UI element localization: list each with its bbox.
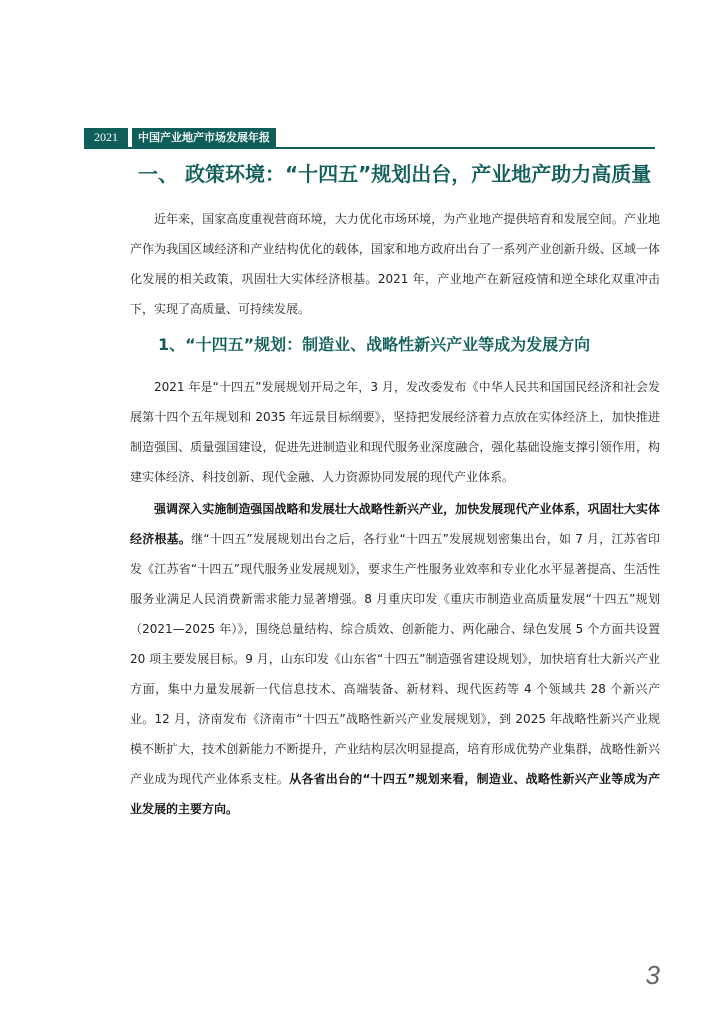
paragraph-3-body: 继“十四五”发展规划出台之后，各行业“十四五”发展规划密集出台，如 7 月，江苏省印发《江苏省“十四五”现代服务业发展规划》，要求生产性服务业效率和专业化水平显著提高、生活性服务业满足人民消费新需求能力显著增强。8 月重庆印发《重庆市制造业高质量发展“十四五”规划（2021—2025 年）》，围绕总量结构、综合质效、创新能力、两化融合、绿色发展 5 个方面共设置 20 项主要发展目标。9 月，山东印发《山东省“十四五”制造强省建设规划》，加快培育壮大新兴产业方面，集中力量发展新一代信息技术、高端装备、新材料、现代医药等 4 个领域共 28 个新兴产业。12 月，济南发布《济南市“十四五”战略性新兴产业发展规划》，到 2025 年战略性新兴产业规模不断扩大，技术创新能力不断提升，产业结构层次明显提高，培育形成优势产业集群，战略性新兴产业成为现代产业体系支柱。 <box>130 532 660 786</box>
running-header <box>84 128 655 149</box>
header-year: 2021 <box>84 128 128 147</box>
section-title: 一、 政策环境：“十四五”规划出台，产业地产助力高质量 <box>138 162 652 186</box>
subsection-title: 1、“十四五”规划：制造业、战略性新兴产业等成为发展方向 <box>158 335 591 354</box>
intro-paragraph: 近年来，国家高度重视营商环境，大力优化市场环境，为产业地产提供培育和发展空间。产业地产作为我国区域经济和产业结构优化的载体，国家和地方政府出台了一系列产业创新升级、区域一体化发展的相关政策，巩固壮大实体经济根基。2021 年，产业地产在新冠疫情和逆全球化双重冲击下，实现了高质量、可持续发展。 <box>130 212 660 316</box>
paragraph-3-bold-tail: 从各省出台的“十四五”规划来看，制造业、战略性新兴产业等成为产业发展的主要方向。 <box>130 772 660 816</box>
paragraph-2: 2021 年是“十四五”发展规划开局之年，3 月，发改委发布《中华人民共和国国民经济和社会发展第十四个五年规划和 2035 年远景目标纲要》，坚持把发展经济着力点放在实体经济上，加快推进制造强国、质量强国建设，促进先进制造业和现代服务业深度融合，强化基础设施支撑引领作用，构建实体经济、科技创新、现代金融、人力资源协同发展的现代产业体系。 <box>130 380 660 484</box>
paragraph-3-bold-lead: 强调深入实施制造强国战略和发展壮大战略性新兴产业，加快发展现代产业体系，巩固壮大实体经济根基。 <box>130 502 660 546</box>
header-title: 中国产业地产市场发展年报 <box>132 128 276 147</box>
paragraph-3 <box>130 494 660 824</box>
page-number: 3 <box>645 960 660 990</box>
